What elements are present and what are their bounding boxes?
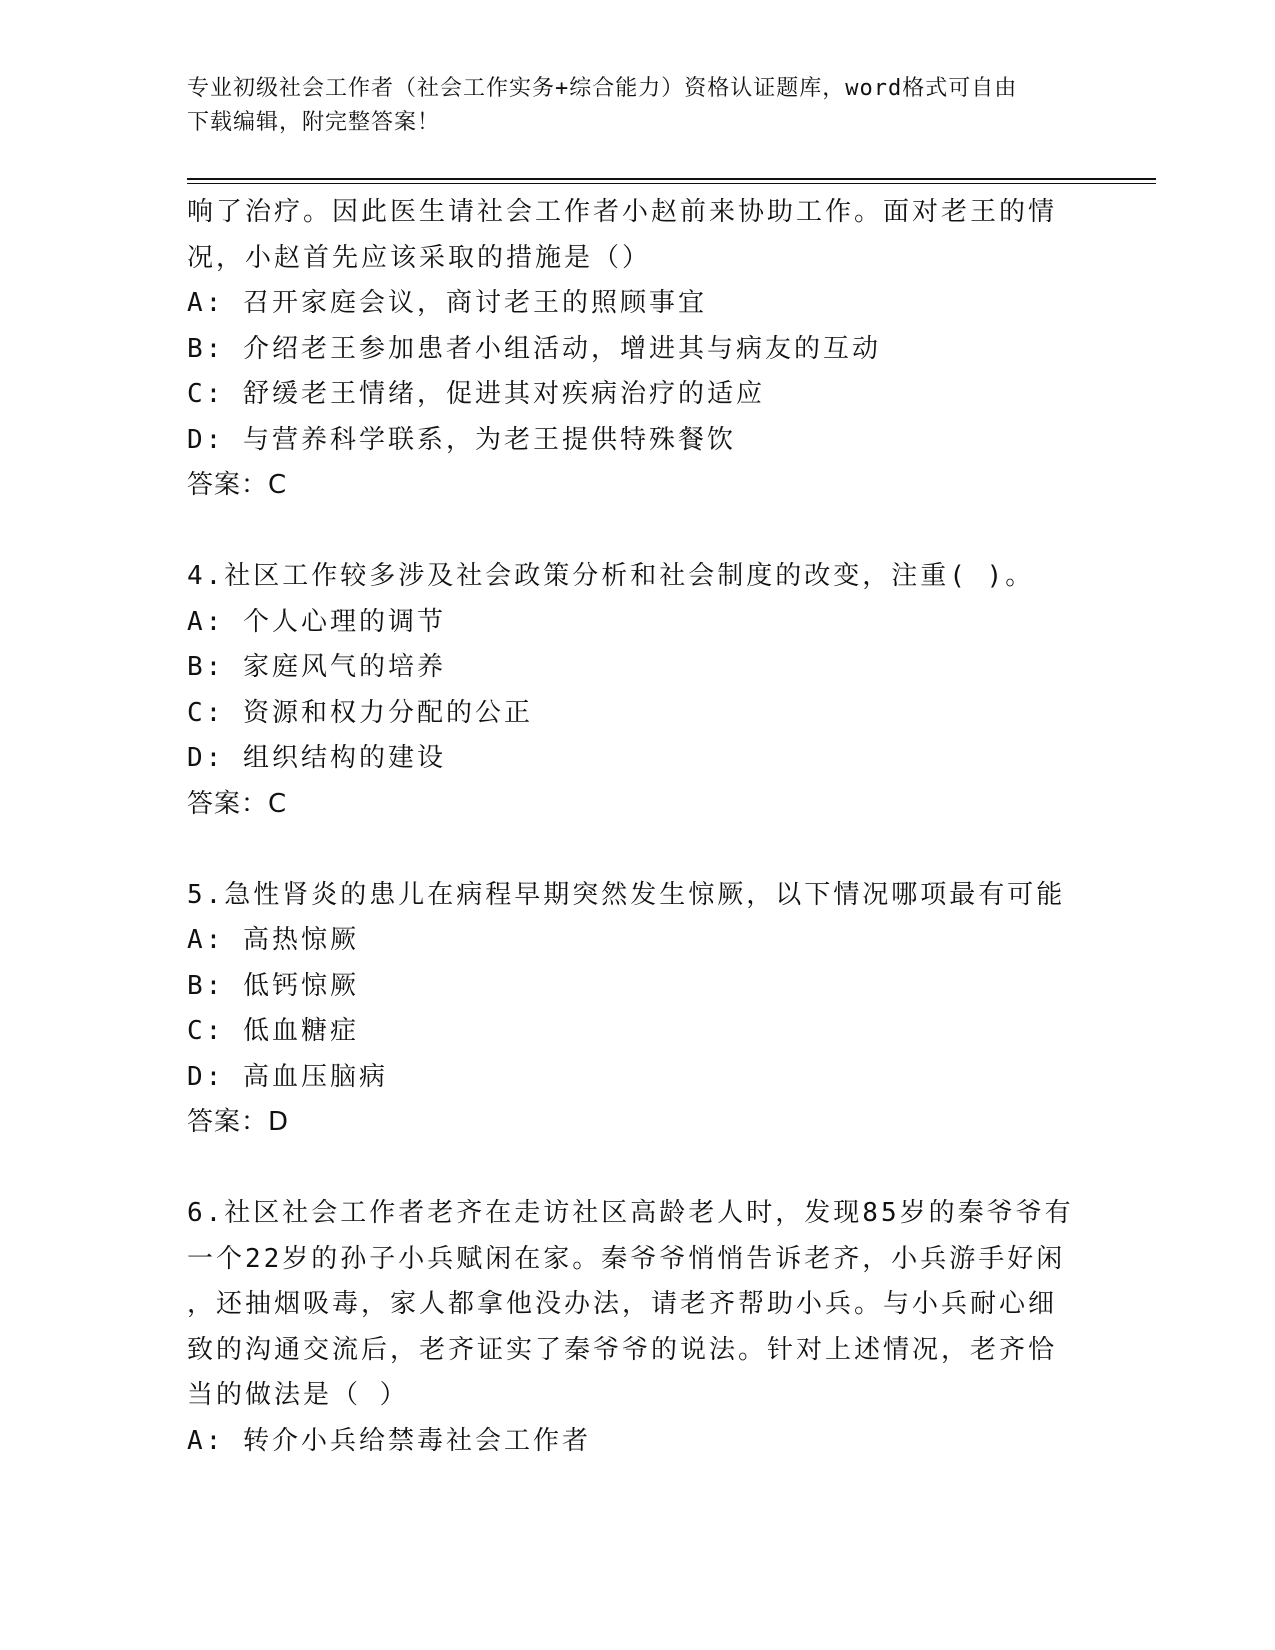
option-b: B: 家庭风气的培养: [187, 652, 446, 682]
spacer: [187, 1146, 1087, 1192]
option-c: C: 资源和权力分配的公正: [187, 697, 533, 728]
question-stem-line: ，还抽烟吸毒，家人都拿他没办法，请老齐帮助小兵。与小兵耐心细: [187, 1289, 1058, 1319]
document-header: [187, 72, 1087, 140]
question-stem-line: 6.社区社会工作者老齐在走访社区高龄老人时，发现85岁的秦爷爷有: [187, 1198, 1074, 1228]
question-stem-line: 响了治疗。因此医生请社会工作者小赵前来协助工作。面对老王的情: [187, 197, 1058, 227]
answer-label: 答案：D: [187, 1107, 290, 1137]
question-6: [187, 1191, 1087, 1464]
option-d: D: 与营养科学联系，为老王提供特殊餐饮: [187, 424, 736, 455]
option-a: A: 高热惊厥: [187, 925, 359, 955]
question-stem-line: 致的沟通交流后，老齐证实了秦爷爷的说法。针对上述情况，老齐恰: [187, 1334, 1058, 1365]
option-c: C: 舒缓老王情绪，促进其对疾病治疗的适应: [187, 379, 765, 409]
spacer: [187, 509, 1087, 555]
question-stem-line: 当的做法是（ ）: [187, 1380, 409, 1410]
spacer: [187, 827, 1087, 873]
question-content: [187, 190, 1087, 1464]
option-c: C: 低血糖症: [187, 1016, 359, 1046]
option-d: D: 高血压脑病: [187, 1061, 388, 1092]
question-4: [187, 554, 1087, 827]
header-divider-thin: [187, 183, 1156, 184]
option-d: D: 组织结构的建设: [187, 743, 446, 773]
option-a: A: 召开家庭会议，商讨老王的照顾事宜: [187, 288, 707, 318]
question-stem-line: 况，小赵首先应该采取的措施是（）: [187, 242, 652, 273]
question-stem-line: 5.急性肾炎的患儿在病程早期突然发生惊厥，以下情况哪项最有可能: [187, 879, 1066, 910]
option-a: A: 转介小兵给禁毒社会工作者: [187, 1425, 591, 1456]
header-line-1: 专业初级社会工作者（社会工作实务+综合能力）资格认证题库，word格式可自由: [187, 76, 1018, 101]
option-b: B: 低钙惊厥: [187, 970, 359, 1001]
header-line-2: 下载编辑，附完整答案！: [187, 110, 441, 135]
question-stem-line: 一个22岁的孙子小兵赋闲在家。秦爷爷悄悄告诉老齐，小兵游手好闲: [187, 1243, 1066, 1274]
question-3: [187, 190, 1087, 509]
option-b: B: 介绍老王参加患者小组活动，增进其与病友的互动: [187, 333, 881, 364]
header-divider-thick: [187, 178, 1156, 180]
answer-label: 答案：C: [187, 788, 288, 819]
option-a: A: 个人心理的调节: [187, 606, 446, 637]
question-stem-line: 4.社区工作较多涉及社会政策分析和社会制度的改变，注重( )。: [187, 561, 1035, 591]
answer-label: 答案：C: [187, 470, 288, 500]
question-5: [187, 873, 1087, 1146]
